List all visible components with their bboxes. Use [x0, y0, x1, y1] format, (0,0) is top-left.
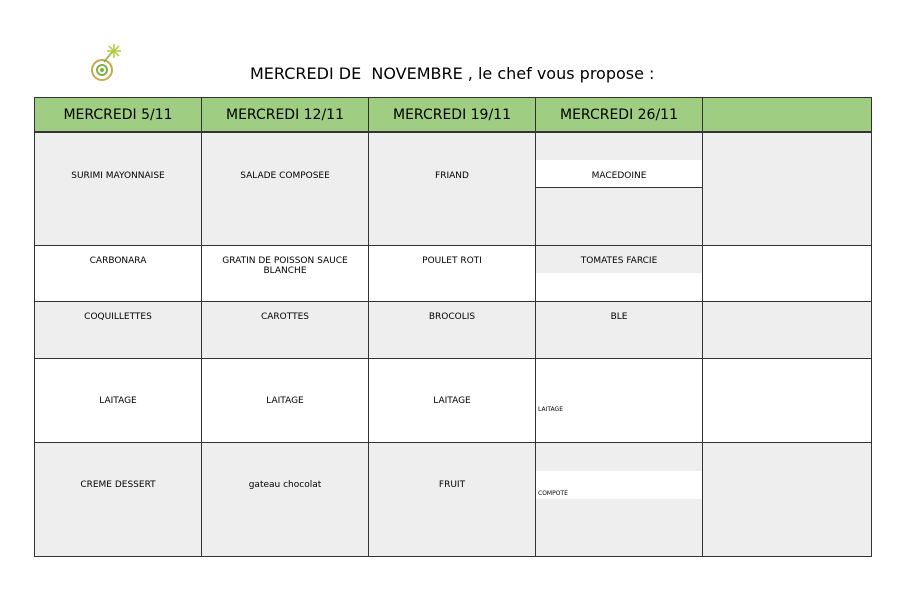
cell-laitage-4 — [536, 359, 703, 442]
cell-legume-1 — [35, 302, 202, 358]
cell-plat-4 — [536, 246, 703, 301]
cell-text: GRATIN DE POISSON SAUCE BLANCHE — [222, 256, 348, 276]
cell-laitage-5 — [703, 359, 871, 442]
cell-entree-1 — [35, 133, 202, 245]
cell-text: gateau chocolat — [248, 480, 322, 490]
column-header-5 — [703, 98, 871, 133]
cell-text: LAITAGE — [99, 396, 137, 406]
cell-text: COQUILLETTES — [84, 312, 152, 322]
cell-text: TOMATES FARCIE — [580, 256, 658, 266]
cell-text: LAITAGE — [538, 406, 563, 413]
cell-text: SURIMI MAYONNAISE — [71, 171, 165, 181]
page-title: MERCREDI DE NOVEMBRE , le chef vous propose : — [250, 64, 655, 83]
cell-entree-3 — [369, 133, 536, 245]
column-header-3: MERCREDI 19/11 — [369, 98, 536, 133]
cell-laitage-1 — [35, 359, 202, 442]
cell-plat-1 — [35, 246, 202, 301]
cell-dessert-5 — [703, 443, 871, 556]
cell-highlight — [536, 246, 702, 273]
cell-legume-5 — [703, 302, 871, 358]
cell-plat-2 — [202, 246, 369, 301]
cell-text: COMPOTE — [538, 490, 568, 497]
cell-laitage-3 — [369, 359, 536, 442]
cell-plat-3 — [369, 246, 536, 301]
cell-entree-5 — [703, 133, 871, 245]
cell-dessert-3 — [369, 443, 536, 556]
menu-table — [34, 97, 872, 557]
cell-text: FRIAND — [435, 171, 469, 181]
column-header-4: MERCREDI 26/11 — [536, 98, 703, 133]
cell-text: MACEDOINE — [591, 171, 647, 181]
cell-highlight — [536, 471, 702, 499]
cell-text: POULET ROTI — [422, 256, 482, 266]
cell-text: BLE — [610, 312, 628, 322]
cell-dessert-4 — [536, 443, 703, 556]
cell-entree-2 — [202, 133, 369, 245]
cell-dessert-2 — [202, 443, 369, 556]
column-header-1: MERCREDI 5/11 — [35, 98, 202, 133]
cell-text: FRUIT — [438, 480, 466, 490]
logo-icon — [86, 42, 126, 86]
cell-legume-4 — [536, 302, 703, 358]
cell-highlight — [536, 160, 702, 188]
cell-text: CREME DESSERT — [80, 480, 156, 490]
cell-text: SALADE COMPOSEE — [240, 171, 330, 181]
cell-plat-5 — [703, 246, 871, 301]
cell-entree-4 — [536, 133, 703, 245]
cell-text: BROCOLIS — [428, 312, 476, 322]
cell-legume-2 — [202, 302, 369, 358]
column-header-2: MERCREDI 12/11 — [202, 98, 369, 133]
cell-text: CAROTTES — [260, 312, 309, 322]
cell-laitage-2 — [202, 359, 369, 442]
cell-dessert-1 — [35, 443, 202, 556]
cell-text: LAITAGE — [266, 396, 304, 406]
cell-legume-3 — [369, 302, 536, 358]
cell-text: CARBONARA — [89, 256, 147, 266]
cell-text: LAITAGE — [433, 396, 471, 406]
